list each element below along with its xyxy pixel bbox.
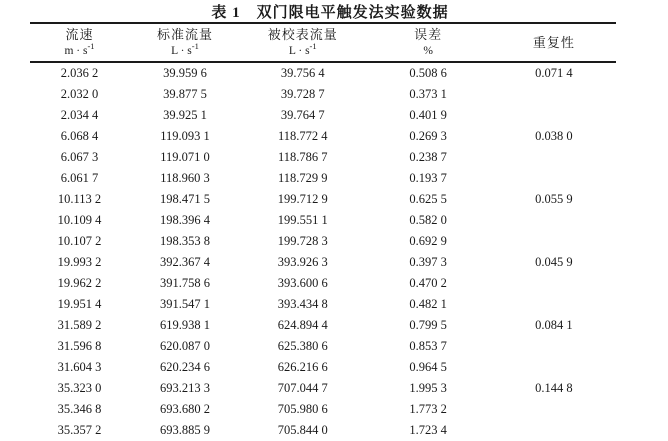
table-cell: 35.357 2 bbox=[57, 423, 102, 437]
column-unit: % bbox=[423, 45, 433, 57]
table-cell bbox=[492, 210, 616, 231]
table-cell: 707.044 7 bbox=[277, 381, 328, 395]
table-cell: 705.980 6 bbox=[277, 402, 328, 416]
table-cell: 39.728 7 bbox=[280, 87, 325, 101]
table-cell bbox=[492, 357, 616, 378]
table-cell: 0.625 5 bbox=[409, 192, 447, 206]
table-cell: 391.758 6 bbox=[159, 276, 210, 290]
table-cell: 118.772 4 bbox=[278, 129, 328, 143]
table-cell: 0.373 1 bbox=[409, 87, 447, 101]
table-body bbox=[30, 62, 616, 441]
table-cell: 0.853 7 bbox=[409, 339, 447, 353]
table-row bbox=[30, 378, 616, 399]
table-cell: 693.680 2 bbox=[159, 402, 210, 416]
table-cell: 198.471 5 bbox=[159, 192, 210, 206]
header-row bbox=[30, 23, 616, 62]
table-cell: 620.087 0 bbox=[159, 339, 210, 353]
table-cell: 199.728 3 bbox=[277, 234, 328, 248]
table-cell bbox=[492, 273, 616, 294]
table-cell: 0.508 6 bbox=[409, 66, 447, 80]
table-row bbox=[30, 315, 616, 336]
table-cell: 0.071 4 bbox=[535, 66, 573, 80]
table-cell: 19.993 2 bbox=[57, 255, 102, 269]
table-cell: 199.712 9 bbox=[277, 192, 328, 206]
table-cell: 119.071 0 bbox=[160, 150, 210, 164]
table-cell: 393.600 6 bbox=[277, 276, 328, 290]
column-name: 误差 bbox=[414, 27, 443, 42]
table-cell: 393.926 3 bbox=[277, 255, 328, 269]
table-row bbox=[30, 105, 616, 126]
table-cell: 2.036 2 bbox=[60, 66, 99, 80]
table-header bbox=[30, 23, 616, 62]
table-row bbox=[30, 420, 616, 441]
table-cell: 0.397 3 bbox=[409, 255, 447, 269]
table-cell bbox=[492, 84, 616, 105]
table-cell: 0.582 0 bbox=[409, 213, 447, 227]
table-cell: 1.773 2 bbox=[409, 402, 447, 416]
table-cell: 0.055 9 bbox=[535, 192, 573, 206]
table-cell: 620.234 6 bbox=[159, 360, 210, 374]
table-cell bbox=[492, 294, 616, 315]
table-cell: 2.032 0 bbox=[60, 87, 99, 101]
column-header-standard-flow bbox=[129, 23, 241, 62]
table-cell: 0.964 5 bbox=[409, 360, 447, 374]
table-cell: 39.756 4 bbox=[280, 66, 325, 80]
table-cell: 39.925 1 bbox=[163, 108, 207, 122]
table-cell: 0.084 1 bbox=[535, 318, 573, 332]
table-cell: 10.113 2 bbox=[57, 192, 102, 206]
table-cell: 35.346 8 bbox=[57, 402, 102, 416]
column-name: 重复性 bbox=[532, 34, 575, 50]
table-cell: 6.061 7 bbox=[60, 171, 99, 185]
table-cell bbox=[492, 336, 616, 357]
table-title: 表 1 双门限电平触发法实验数据 bbox=[211, 5, 449, 21]
experiment-data-table bbox=[30, 22, 616, 441]
table-cell: 0.799 5 bbox=[409, 318, 447, 332]
table-cell bbox=[492, 231, 616, 252]
table-cell: 624.894 4 bbox=[277, 318, 328, 332]
table-cell: 705.844 0 bbox=[277, 423, 328, 437]
table-cell: 0.238 7 bbox=[409, 150, 447, 164]
table-cell: 35.323 0 bbox=[57, 381, 102, 395]
table-row bbox=[30, 399, 616, 420]
table-cell: 118.786 7 bbox=[278, 150, 328, 164]
table-row bbox=[30, 62, 616, 84]
column-unit: $L \cdot s^{-1}$ bbox=[171, 41, 199, 57]
table-cell: 10.107 2 bbox=[57, 234, 102, 248]
column-header-repeatability bbox=[492, 23, 616, 62]
table-cell bbox=[492, 105, 616, 126]
table-row bbox=[30, 252, 616, 273]
table-cell: 392.367 4 bbox=[159, 255, 210, 269]
table-cell: 0.470 2 bbox=[409, 276, 447, 290]
table-cell: 391.547 1 bbox=[159, 297, 210, 311]
column-header-error bbox=[365, 23, 492, 62]
table-cell: 0.045 9 bbox=[535, 255, 573, 269]
table-row bbox=[30, 189, 616, 210]
column-header-flow-velocity bbox=[30, 23, 129, 62]
column-name: 被校表流量 bbox=[267, 27, 338, 42]
table-cell: 0.038 0 bbox=[535, 129, 573, 143]
table-row bbox=[30, 336, 616, 357]
table-cell bbox=[492, 147, 616, 168]
table-cell: 198.353 8 bbox=[159, 234, 210, 248]
table-cell: 39.877 5 bbox=[163, 87, 207, 101]
table-cell: 39.764 7 bbox=[280, 108, 325, 122]
table-cell: 199.551 1 bbox=[277, 213, 328, 227]
table-cell: 31.589 2 bbox=[57, 318, 102, 332]
column-header-meter-under-test-flow bbox=[241, 23, 365, 62]
table-cell: 39.959 6 bbox=[163, 66, 207, 80]
table-row bbox=[30, 126, 616, 147]
table-cell: 619.938 1 bbox=[159, 318, 210, 332]
table-cell: 0.692 9 bbox=[409, 234, 447, 248]
table-cell: 625.380 6 bbox=[277, 339, 328, 353]
table-cell: 198.396 4 bbox=[159, 213, 210, 227]
column-unit: $m \cdot s^{-1}$ bbox=[64, 41, 95, 57]
table-row bbox=[30, 147, 616, 168]
table-cell: 19.951 4 bbox=[57, 297, 102, 311]
table-row bbox=[30, 357, 616, 378]
table-cell: 10.109 4 bbox=[57, 213, 102, 227]
table-cell: 6.068 4 bbox=[60, 129, 99, 143]
table-cell: 31.604 3 bbox=[57, 360, 102, 374]
table-cell: 626.216 6 bbox=[277, 360, 328, 374]
table-cell: 693.885 9 bbox=[159, 423, 210, 437]
table-row bbox=[30, 294, 616, 315]
column-unit: $L \cdot s^{-1}$ bbox=[288, 41, 317, 57]
table-row bbox=[30, 231, 616, 252]
table-cell: 1.995 3 bbox=[409, 381, 447, 395]
table-cell: 1.723 4 bbox=[409, 423, 447, 437]
table-cell: 0.193 7 bbox=[409, 171, 447, 185]
table-cell: 0.269 3 bbox=[409, 129, 447, 143]
table-cell: 119.093 1 bbox=[160, 129, 210, 143]
data-table-container bbox=[30, 22, 616, 441]
table-cell: 31.596 8 bbox=[57, 339, 102, 353]
table-cell bbox=[492, 420, 616, 441]
table-cell: 393.434 8 bbox=[277, 297, 328, 311]
table-cell: 0.482 1 bbox=[409, 297, 447, 311]
table-row bbox=[30, 168, 616, 189]
table-cell: 118.729 9 bbox=[278, 171, 328, 185]
table-cell bbox=[492, 168, 616, 189]
column-name: 标准流量 bbox=[156, 27, 213, 42]
table-cell: 2.034 4 bbox=[60, 108, 99, 122]
table-cell: 6.067 3 bbox=[60, 150, 99, 164]
table-row bbox=[30, 210, 616, 231]
table-cell: 118.960 3 bbox=[160, 171, 210, 185]
table-cell: 693.213 3 bbox=[159, 381, 210, 395]
table-cell: 19.962 2 bbox=[57, 276, 102, 290]
table-cell: 0.401 9 bbox=[409, 108, 447, 122]
table-cell bbox=[492, 399, 616, 420]
table-row bbox=[30, 84, 616, 105]
table-cell: 0.144 8 bbox=[535, 381, 573, 395]
column-name: 流速 bbox=[65, 27, 94, 42]
table-row bbox=[30, 273, 616, 294]
